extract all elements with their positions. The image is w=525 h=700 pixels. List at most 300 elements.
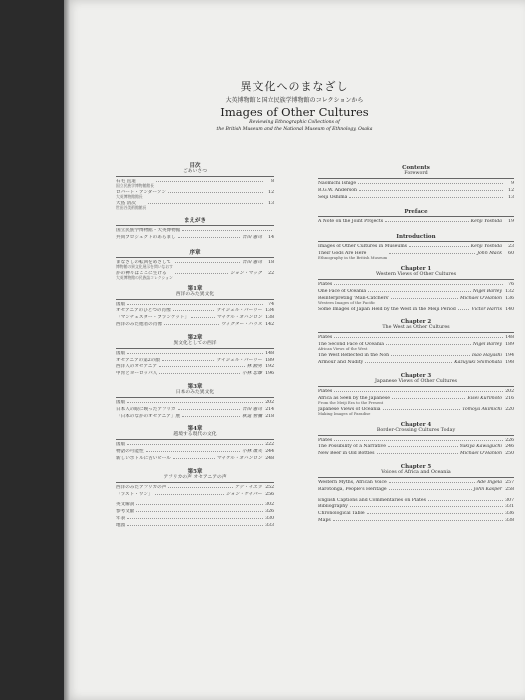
entry-author: ナイジェル・バーリー	[216, 357, 262, 363]
entry-author: マイケル・オハンロン	[216, 315, 262, 321]
toc-entry	[116, 516, 274, 523]
entry-subtitle: From the Meiji Era to the Present	[318, 399, 384, 405]
entry-title: 「日本のなかのオセアニア」展	[116, 413, 180, 419]
section-heading	[318, 266, 514, 278]
entry-title: A Note on the Joint Projects	[318, 219, 384, 225]
toc-entry	[116, 302, 274, 309]
entry-page-number: 198	[505, 359, 514, 365]
dot-leader	[334, 440, 503, 441]
entry-title: まなざしの転回をめざして	[116, 259, 172, 265]
entry-title: 英文解説	[116, 502, 135, 508]
entry-title-block	[318, 342, 384, 351]
toc-entry	[318, 444, 514, 451]
toc-entry	[116, 371, 274, 378]
entry-page-number: 252	[265, 484, 274, 490]
entry-page-number: 13	[268, 201, 274, 206]
entry-title: Plates	[318, 281, 333, 287]
toc-entry	[116, 407, 274, 414]
entry-title: オセアニアの第2の顔	[116, 357, 160, 363]
entry-page-number: 134	[265, 308, 274, 314]
title-japanese: 異文化へのまなざし	[240, 80, 349, 93]
section-heading	[116, 250, 274, 256]
entry-page-number: 148	[505, 335, 514, 341]
dot-leader	[392, 398, 466, 399]
entry-title: Japanese Views of Oceania	[318, 406, 381, 412]
section-rule	[318, 386, 514, 387]
dot-leader	[458, 309, 470, 310]
toc-entry	[318, 480, 514, 487]
dot-leader	[127, 402, 263, 403]
entry-title-block	[318, 396, 390, 405]
entry-page-number: 18	[268, 259, 274, 265]
entry-title-block	[116, 271, 173, 280]
toc-entry	[318, 219, 514, 226]
toc-entry	[116, 414, 274, 421]
section-title: 第2章	[187, 334, 203, 341]
entry-title: Africa as Seen by the Japanese	[318, 395, 390, 401]
entry-title: The Second Face of Oceania	[318, 342, 385, 348]
section-rule	[318, 279, 514, 280]
entry-page-number: 302	[265, 502, 274, 508]
entry-page-number: 256	[265, 491, 274, 497]
section-title: 第3章	[187, 383, 203, 390]
toc-entry	[116, 523, 274, 530]
toc-entry	[318, 181, 514, 188]
entry-page-number: 257	[505, 479, 514, 485]
section-subtitle: Border-Crossing Cultures Today	[376, 427, 456, 433]
toc-entry	[116, 509, 274, 516]
entry-page-number: 74	[268, 301, 274, 307]
entry-page-number: 12	[508, 187, 514, 193]
toc-entry	[318, 188, 514, 195]
section-heading	[318, 209, 514, 215]
section-title: 第5章	[187, 468, 203, 475]
entry-page-number: 23	[508, 244, 514, 250]
dot-leader	[334, 337, 503, 338]
entry-title: Seiji Oshima	[318, 194, 348, 200]
toc-entry	[318, 342, 514, 351]
section-rule	[116, 257, 274, 258]
toc-entry	[318, 389, 514, 396]
entry-title: 西洋のみたアフリカの声	[116, 484, 167, 490]
entry-title: 参考文献	[116, 509, 135, 515]
entry-title: 図版	[116, 301, 126, 307]
dot-leader	[162, 360, 215, 361]
entry-title: 西洋人のオセアニア	[116, 364, 157, 370]
entry-subtitle: 大英博物館の民族誌コレクション	[116, 274, 173, 280]
section-subtitle: 異文化としての西洋	[173, 340, 217, 346]
dot-leader	[377, 453, 458, 454]
entry-title: Their Gods Are Here	[318, 250, 367, 256]
toc-entry	[318, 335, 514, 342]
section-subtitle: 西洋のみた異文化	[175, 291, 215, 297]
dot-leader	[155, 494, 224, 495]
entry-page-number: 338	[505, 517, 514, 523]
entry-page-number: 307	[505, 497, 514, 503]
entry-author: Ade Ingela	[476, 479, 502, 485]
section-rule	[318, 178, 514, 179]
section-heading	[116, 286, 274, 298]
dot-leader	[358, 183, 503, 184]
entry-author: 吉田 憲司	[242, 234, 262, 240]
entry-author: Nigel Barley	[472, 342, 502, 348]
entry-title: 地図	[116, 522, 126, 528]
entry-title: Plates	[318, 335, 333, 341]
entry-page-number: 138	[265, 315, 274, 321]
dot-leader	[127, 304, 263, 305]
dot-leader	[388, 446, 458, 447]
section-subtitle: The West as Other Cultures	[382, 325, 450, 331]
entry-page-number: 331	[505, 504, 514, 510]
section-heading	[318, 373, 514, 385]
entry-title-block	[116, 190, 166, 199]
entry-subtitle: Ethnography in the British Museum	[318, 254, 388, 260]
entry-title: 「ラスト・ワン」	[116, 491, 153, 497]
toc-entry	[318, 282, 514, 289]
dot-leader	[168, 487, 232, 488]
entry-author: Michael O'Hanlon	[459, 295, 502, 301]
toc-entry	[318, 518, 514, 525]
entry-page-number: 9	[511, 181, 514, 186]
toc-entry	[318, 487, 514, 494]
entry-page-number: 214	[265, 406, 274, 412]
section-rule	[116, 176, 274, 177]
entry-page-number: 330	[265, 515, 274, 521]
dot-leader	[127, 518, 263, 519]
entry-title: 「マンチェスター・ブランケット」	[116, 315, 190, 321]
dot-leader	[127, 525, 263, 526]
section-heading	[116, 218, 274, 224]
section-heading	[318, 319, 514, 331]
toc-entry	[116, 235, 274, 242]
entry-title: Reinterpreting 'Man-Catchers'	[318, 295, 390, 301]
entry-page-number: 142	[265, 321, 274, 327]
section-rule	[116, 348, 274, 349]
dot-leader	[175, 262, 240, 263]
entry-author: Kenji Yoshida	[470, 219, 502, 225]
entry-title: Plates	[318, 388, 333, 394]
dot-leader	[156, 181, 263, 182]
contents-english-column	[318, 165, 514, 525]
subtitle-japanese: 大英博物館と国立民族学博物館のコレクションから	[225, 97, 364, 104]
section-title: Introduction	[396, 234, 436, 241]
toc-entry	[116, 322, 274, 329]
section-rule	[116, 439, 274, 440]
entry-title: New Beer in Old Bottles	[318, 451, 375, 457]
section-title: まえがき	[183, 218, 206, 224]
section-title: Preface	[404, 209, 428, 216]
dot-leader	[182, 230, 272, 231]
dot-leader	[386, 344, 471, 345]
toc-entry	[318, 353, 514, 360]
section-title: Chapter 2	[400, 319, 432, 326]
entry-title: Plates	[318, 437, 333, 443]
entry-title: Some Images of Japan Held by the West in the Meiji Period	[318, 306, 456, 312]
section-rule	[318, 332, 514, 333]
section-title: 第4章	[187, 426, 203, 433]
toc-entry	[318, 251, 514, 260]
toc-entry	[116, 400, 274, 407]
toc-entry	[318, 360, 514, 367]
toc-entry	[116, 442, 274, 449]
dot-leader	[136, 511, 263, 512]
entry-title-block	[318, 296, 389, 305]
dot-leader	[389, 489, 472, 490]
entry-title-block	[116, 201, 146, 210]
section-rule	[318, 216, 514, 217]
entry-title: オセアニアのひとつの肖像	[116, 308, 171, 314]
toc-entry	[318, 307, 514, 314]
dot-leader	[334, 391, 503, 392]
entry-author: Kazuyuki Shimohata	[454, 359, 502, 365]
entry-author: 小林 康夫	[242, 449, 262, 455]
entry-title: 甲冑とヨーロッパ人	[116, 371, 158, 377]
dot-leader	[350, 506, 503, 507]
entry-page-number: 220	[505, 406, 514, 412]
dot-leader	[367, 513, 503, 514]
dot-leader	[127, 353, 263, 354]
entry-title: 日本人の眼に映ったアフリカ	[116, 406, 176, 412]
entry-title: R.G.W. Anderson	[318, 187, 357, 193]
entry-author: Tomoya Akimichi	[462, 406, 502, 412]
entry-page-number: 333	[265, 522, 274, 528]
section-title: Chapter 4	[400, 421, 432, 428]
toc-entry	[116, 502, 274, 509]
entry-page-number: 218	[265, 413, 274, 419]
entry-page-number: 60	[508, 250, 514, 256]
dot-leader	[146, 451, 241, 452]
entry-page-number: 13	[508, 194, 514, 200]
section-heading	[116, 384, 274, 396]
dot-leader	[191, 317, 215, 318]
entry-title: Naomichi Ishige	[318, 181, 357, 186]
toc-entry	[116, 228, 274, 235]
entry-author: Isao Hayashi	[471, 353, 502, 359]
entry-page-number: 258	[505, 486, 514, 492]
title-block	[64, 78, 525, 133]
section-title: 目次	[189, 163, 201, 169]
section-subtitle: Foreword	[404, 171, 428, 176]
entry-author: アデ・イエラ	[234, 484, 262, 490]
subtitle-english-1: Reviewing Ethnographic Collections of	[249, 120, 340, 125]
subtitle-english-2: the British Museum and the National Museum of Ethnology, Osaka	[216, 127, 373, 132]
dot-leader	[385, 221, 469, 222]
entry-page-number: 22	[268, 270, 274, 276]
entry-subtitle: African Views of the West	[318, 346, 368, 352]
entry-page-number: 14	[268, 234, 274, 240]
entry-subtitle: Western Images of the Pacific	[318, 299, 376, 305]
entry-author: ジョン・マック	[230, 270, 262, 276]
entry-title-block	[318, 407, 381, 416]
entry-page-number: 132	[505, 288, 514, 294]
entry-page-number: 216	[505, 395, 514, 401]
entry-title-block	[116, 260, 173, 269]
toc-entry	[318, 244, 514, 251]
section-heading	[116, 469, 274, 481]
entry-page-number: 248	[265, 455, 274, 461]
toc-entry	[318, 289, 514, 296]
entry-subtitle: 博物館の異文化展示を問いなおす	[116, 263, 173, 269]
toc-entry	[116, 260, 274, 269]
toc-entry	[318, 407, 514, 416]
entry-page-number: 140	[505, 306, 514, 312]
section-rule	[116, 397, 274, 398]
toc-entry	[116, 485, 274, 492]
entry-title: ロバート・アンダーソン	[116, 190, 166, 195]
dot-leader	[164, 324, 219, 325]
toc-entry	[318, 451, 514, 458]
entry-page-number: 202	[265, 399, 274, 405]
entry-title-block	[318, 251, 387, 260]
entry-page-number: 244	[265, 449, 274, 455]
entry-author: Yukiya Kawaguchi	[459, 444, 502, 450]
dot-leader	[178, 237, 241, 238]
entry-author: 吉田 憲司	[242, 406, 262, 412]
section-title: Chapter 1	[400, 265, 432, 272]
entry-page-number: 202	[505, 388, 514, 394]
entry-page-number: 196	[265, 371, 274, 377]
entry-title: One Face of Oceania	[318, 288, 367, 294]
entry-subtitle: 国立民族学博物館館長	[116, 183, 154, 188]
dot-leader	[389, 253, 475, 254]
dot-leader	[159, 366, 245, 367]
dot-leader	[178, 409, 241, 410]
section-title: 序章	[189, 249, 201, 256]
section-rule	[318, 241, 514, 242]
entry-author: 秋道 智彌	[242, 413, 262, 419]
section-rule	[318, 435, 514, 436]
toc-entry	[116, 201, 274, 210]
entry-page-number: 189	[505, 342, 514, 348]
toc-entry	[116, 190, 274, 199]
toc-entry	[116, 179, 274, 188]
entry-page-number: 76	[508, 281, 514, 287]
section-heading	[318, 422, 514, 434]
entry-author: Nigel Barley	[472, 288, 502, 294]
toc-entry	[116, 271, 274, 280]
dot-leader	[383, 409, 461, 410]
dot-leader	[359, 190, 503, 191]
section-heading	[116, 335, 274, 347]
toc-entry	[116, 308, 274, 315]
entry-title: The West Reflected in the Noh	[318, 353, 390, 359]
entry-page-number: 148	[265, 350, 274, 356]
toc-entry	[116, 492, 274, 499]
entry-title: 西洋のみた他者の肖像	[116, 321, 162, 327]
section-heading	[318, 165, 514, 177]
entry-title: The Possibility of a Narrative	[318, 444, 386, 450]
entry-author: Michael O'Hanlon	[459, 451, 502, 457]
section-subtitle: ごあいさつ	[183, 169, 207, 174]
entry-title: かの神々はここに生ける	[116, 270, 167, 276]
entry-subtitle: 大英博物館館長	[116, 194, 143, 199]
entry-page-number: 8	[271, 179, 274, 184]
entry-title: 図版	[116, 442, 126, 448]
entry-author: ナイジェル・バーリー	[216, 308, 262, 314]
entry-page-number: 326	[265, 509, 274, 515]
dot-leader	[428, 500, 503, 501]
toc-entry	[318, 504, 514, 511]
dot-leader	[175, 273, 228, 274]
entry-title: English Captions and Commentaries on Plates	[318, 497, 426, 503]
section-subtitle: 日本のみた異文化	[175, 389, 215, 395]
entry-page-number: 192	[265, 364, 274, 370]
section-subtitle: Western Views of Other Cultures	[375, 271, 457, 277]
entry-author: 林 勲男	[246, 364, 262, 370]
dot-leader	[334, 284, 503, 285]
toc-entry	[116, 358, 274, 365]
dot-leader	[173, 310, 215, 311]
entry-author: 吉田 憲司	[242, 259, 262, 265]
section-heading	[318, 234, 514, 240]
toc-entry	[318, 296, 514, 305]
section-subtitle: Voices of Africa and Oceania	[381, 469, 451, 475]
section-title: 第1章	[187, 285, 203, 292]
entry-author: Kenji Yoshida	[470, 244, 502, 250]
entry-page-number: 12	[268, 190, 274, 195]
dot-leader	[409, 246, 469, 247]
section-subtitle: Japanese Views of Other Cultures	[374, 378, 457, 384]
entry-author: Victor Harris	[471, 306, 502, 312]
toc-entry	[116, 351, 274, 358]
dot-leader	[182, 416, 240, 417]
entry-page-number: 246	[505, 444, 514, 450]
toc-entry	[318, 498, 514, 505]
entry-author: ジョン・ケイパー	[225, 491, 262, 497]
toc-entry	[116, 456, 274, 463]
section-rule	[318, 477, 514, 478]
entry-title: Images of Other Cultures in Museums	[318, 244, 408, 250]
entry-page-number: 194	[505, 353, 514, 359]
entry-title: 国立民族学博物館・大英博物館	[116, 228, 181, 233]
entry-title: Western Myths, African Voice	[318, 479, 387, 485]
entry-author: ヴィクター・ハリス	[221, 321, 262, 327]
entry-title: 年表	[116, 515, 126, 521]
dot-leader	[333, 520, 503, 521]
entry-title: 図版	[116, 350, 126, 356]
entry-page-number: 222	[265, 442, 274, 448]
toc-entry	[318, 511, 514, 518]
entry-page-number: 336	[505, 511, 514, 517]
entry-title: 物語の可能性	[116, 449, 144, 455]
dot-leader	[365, 362, 452, 363]
entry-title: 石毛 直道	[116, 179, 136, 184]
toc-entry	[318, 195, 514, 202]
entry-title: Bibliography	[318, 504, 348, 510]
dot-leader	[368, 291, 471, 292]
entry-title-block	[116, 179, 154, 188]
entry-page-number: 226	[505, 437, 514, 443]
entry-title: 大島 清次	[116, 201, 136, 206]
entry-page-number: 136	[505, 295, 514, 301]
section-heading	[116, 163, 274, 175]
entry-title: Chronological Table	[318, 511, 365, 517]
toc-entry	[116, 315, 274, 322]
toc-entry	[116, 449, 274, 456]
entry-subtitle: Making Images of Paradise	[318, 410, 371, 416]
entry-author: John Mack	[477, 250, 502, 256]
title-english: Images of Other Cultures	[220, 105, 369, 119]
entry-page-number: 19	[508, 219, 514, 225]
entry-author: 小林 忠雄	[242, 371, 262, 377]
dot-leader	[136, 504, 263, 505]
dot-leader	[391, 298, 458, 299]
dot-leader	[148, 203, 263, 204]
contents-japanese-column	[116, 163, 274, 530]
section-heading	[116, 426, 274, 438]
dot-leader	[173, 458, 215, 459]
dot-leader	[159, 373, 240, 374]
